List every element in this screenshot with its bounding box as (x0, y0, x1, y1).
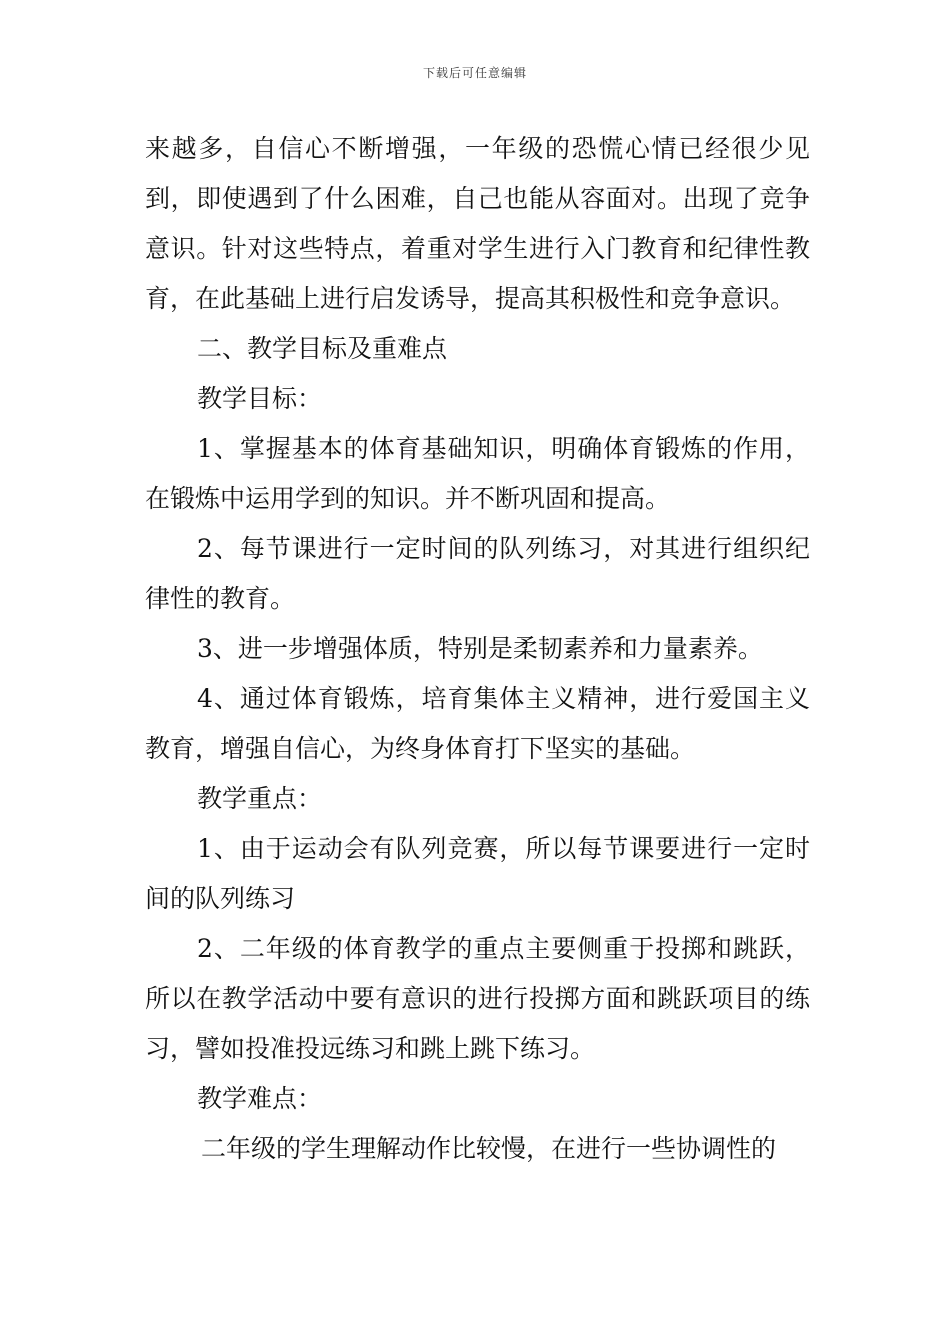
page-header: 下载后可任意编辑 (422, 66, 527, 80)
goal-item-2: 2、每节课进行一定时间的队列练习，对其进行组织纪律性的教育。 (145, 534, 810, 613)
subheading-difficulties: 教学难点： (197, 1084, 323, 1113)
goal-item-4: 4、通过体育锻炼，培育集体主义精神，进行爱国主义教育，增强自信心，为终身体育打下坚实的基础。 (145, 684, 810, 763)
difficulty-paragraph: 二年级的学生理解动作比较慢，在进行一些协调性的 (201, 1134, 777, 1163)
goal-item-3: 3、进一步增强体质，特别是柔韧素养和力量素养。 (197, 634, 763, 663)
key-point-item-1: 1、由于运动会有队列竞赛，所以每节课要进行一定时间的队列练习 (145, 834, 810, 913)
document-body (145, 124, 810, 1174)
key-point-item-2: 2、二年级的体育教学的重点主要侧重于投掷和跳跃，所以在教学活动中要有意识的进行投掷方面和跳跃项目的练习，譬如投准投远练习和跳上跳下练习。 (145, 934, 810, 1063)
section-heading-goals: 二、教学目标及重难点 (197, 334, 448, 363)
goal-item-1: 1、掌握基本的体育基础知识，明确体育锻炼的作用，在锻炼中运用学到的知识。并不断巩固和提高。 (145, 434, 810, 513)
subheading-teaching-goals: 教学目标： (197, 384, 323, 413)
paragraph-intro-continued: 来越多，自信心不断增强，一年级的恐慌心情已经很少见到，即使遇到了什么困难，自己也能从容面对。出现了竞争意识。针对这些特点，着重对学生进行入门教育和纪律性教育，在此基础上进行启发诱导，提高其积极性和竞争意识。 (145, 134, 810, 313)
subheading-key-points: 教学重点： (197, 784, 323, 813)
